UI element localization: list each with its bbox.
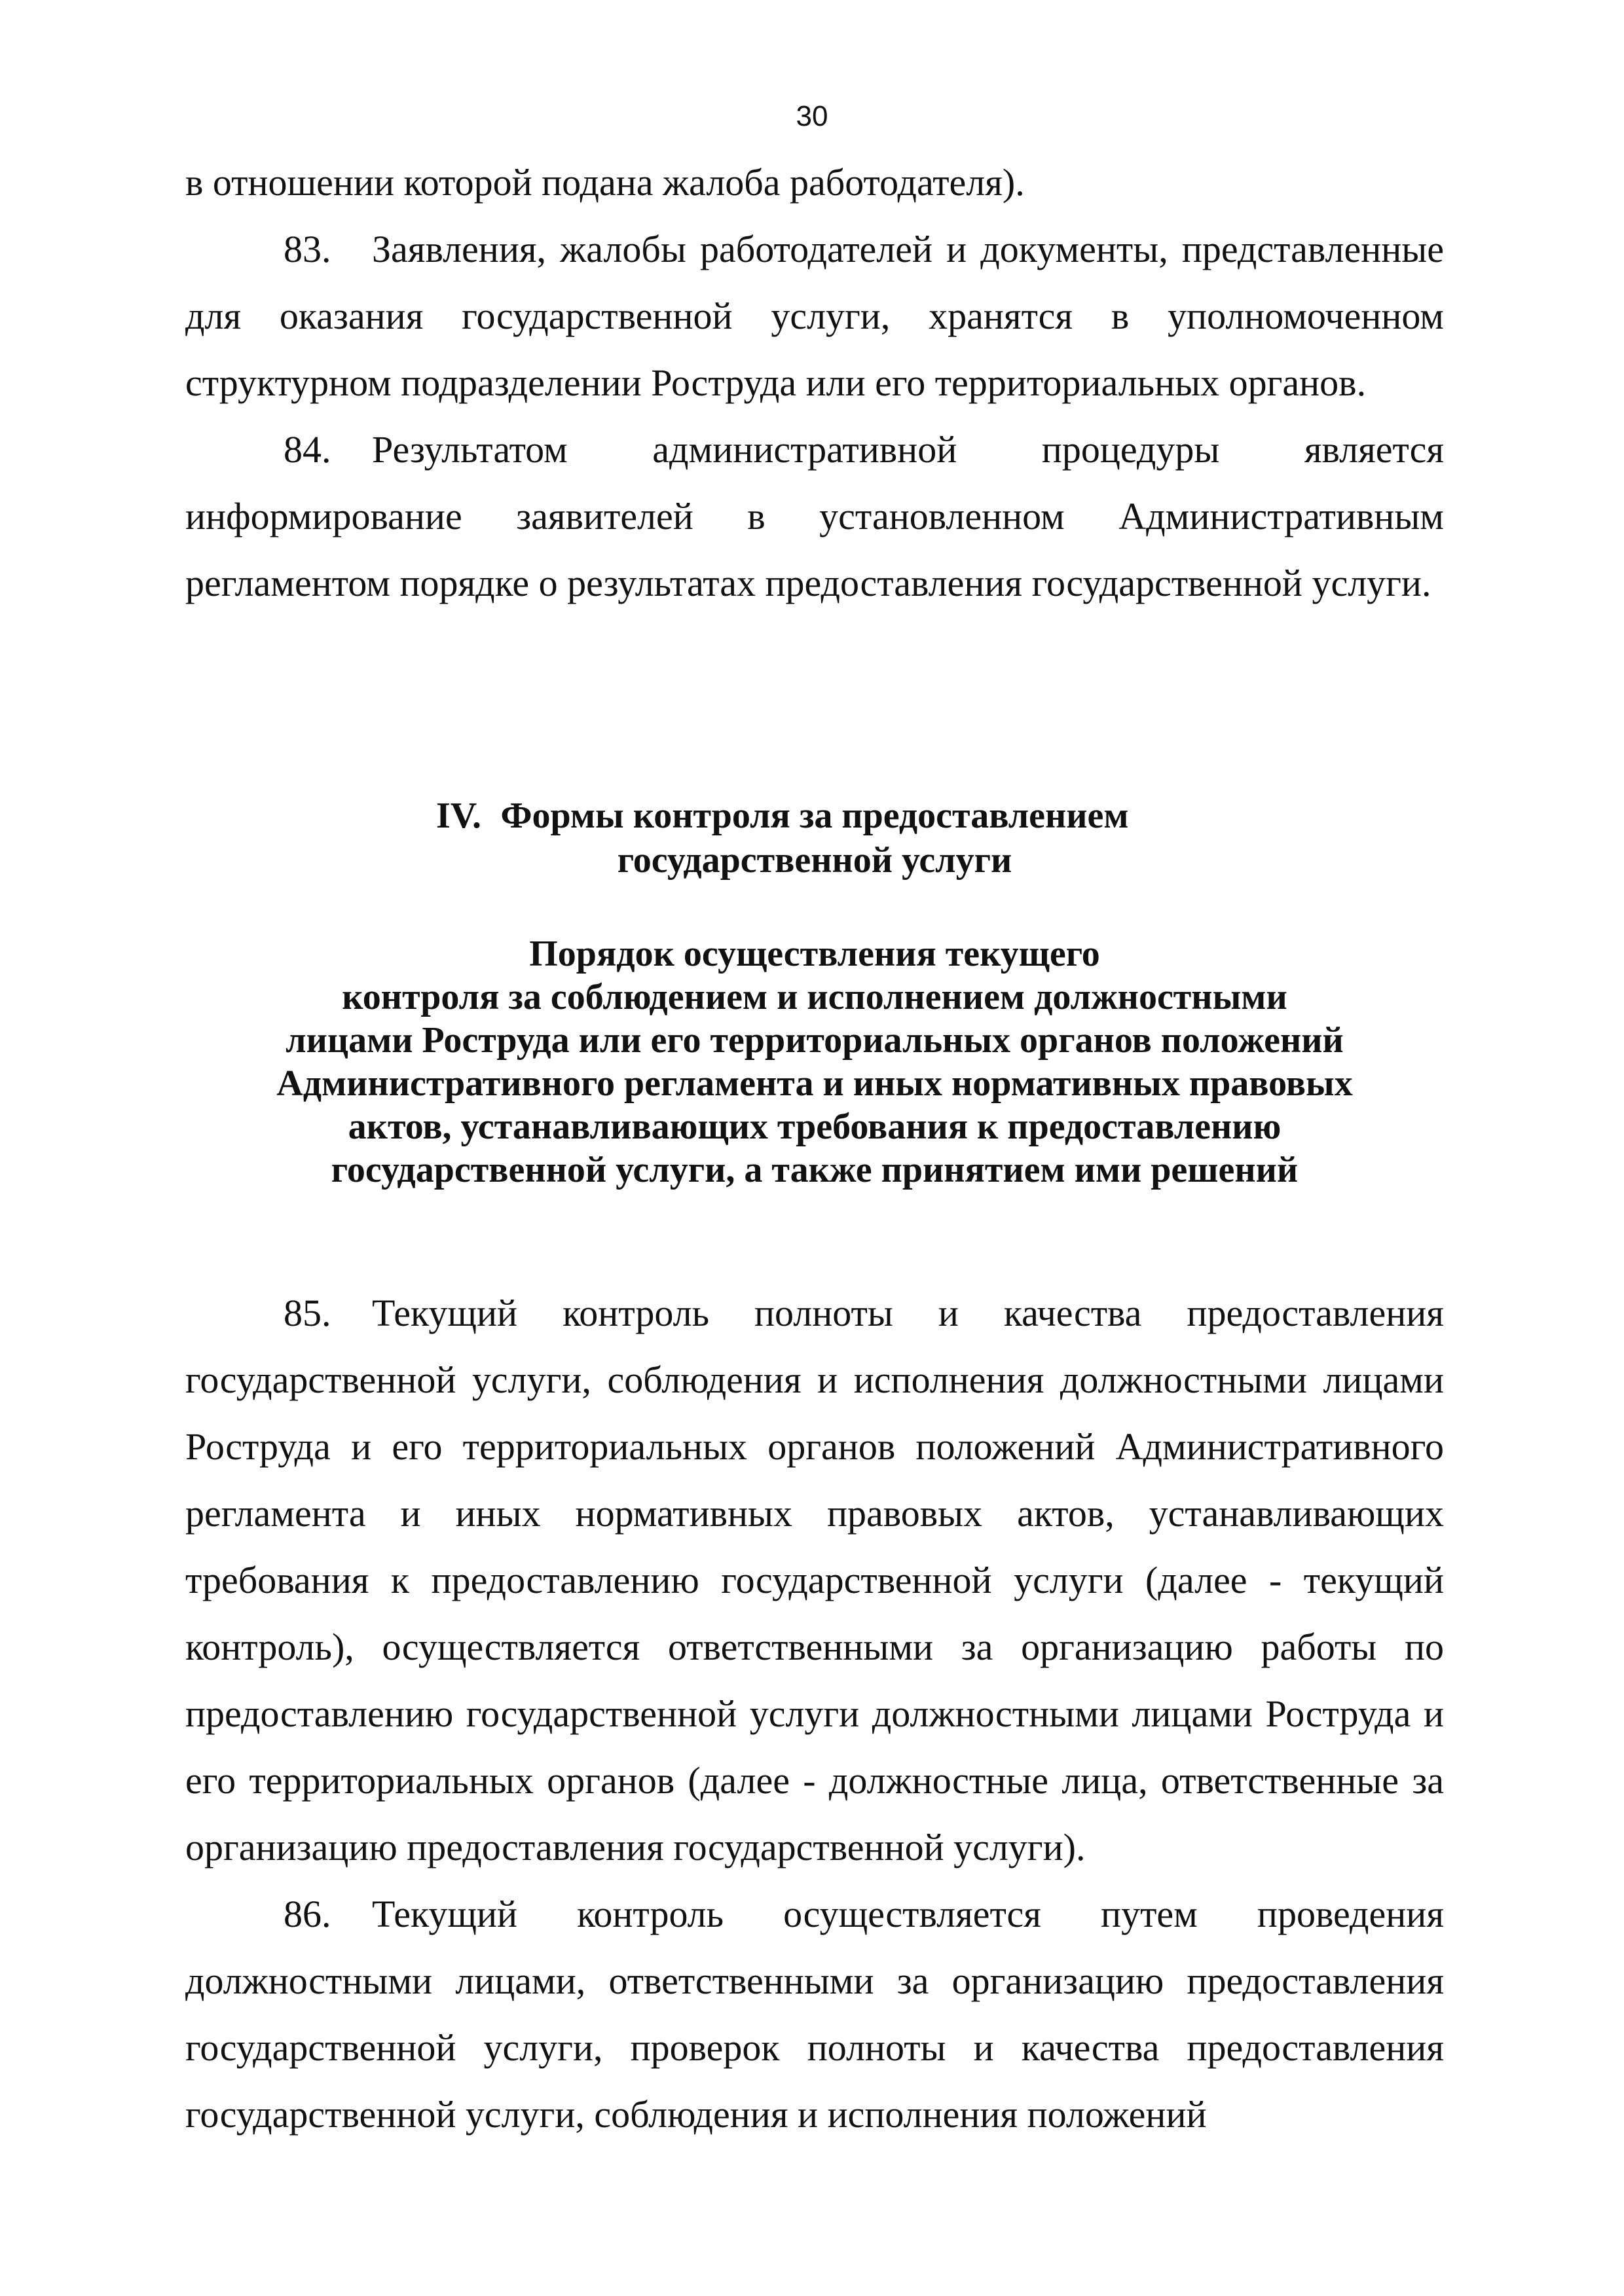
paragraph-number: 84. <box>284 428 331 471</box>
paragraph-84 <box>185 416 1444 617</box>
paragraph-number: 85. <box>284 1292 331 1334</box>
text-block-top <box>185 149 1444 617</box>
paragraph-number: 83. <box>284 228 331 270</box>
section-title-line: государственной услуги <box>617 840 1012 881</box>
paragraph-text: Заявления, жалобы работодателей и документы, представленные для оказания государственной услуги, хранятся в уполномоченном структурном подразделении Роструда или его территориальных органов. <box>185 228 1444 404</box>
subheading-line: Порядок осуществления текущего <box>529 934 1100 974</box>
page-number: 30 <box>796 100 828 132</box>
subheading-line: актов, устанавливающих требования к предоставлению <box>348 1106 1282 1147</box>
paragraph-text: Текущий контроль осуществляется путем проведения должностными лицами, ответственными за организацию предоставления государственной услуги, проверок полноты и качества предоставления государственной услуги, соблюдения и исполнения положений <box>185 1893 1444 2136</box>
subheading-line: Административного регламента и иных нормативных правовых <box>276 1063 1353 1104</box>
paragraph-83 <box>185 216 1444 416</box>
section-title <box>185 793 1444 883</box>
paragraph-86 <box>185 1881 1444 2148</box>
text-block-bottom <box>185 1280 1444 2148</box>
subheading-line: лицами Роструда или его территориальных органов положений <box>286 1020 1344 1061</box>
subheading-line: государственной услуги, а также принятием ими решений <box>331 1150 1299 1190</box>
section-number: IV. <box>436 795 482 836</box>
paragraph-text: Результатом административной процедуры является информирование заявителей в установленном Административным регламентом порядке о результатах предоставления государственной услуги. <box>185 428 1444 604</box>
section-title-line: Формы контроля за предоставлением <box>500 795 1129 836</box>
paragraph-text: Текущий контроль полноты и качества предоставления государственной услуги, соблюдения и исполнения должностными лицами Роструда и его территориальных органов положений Административного регламента и иных нормативных правовых актов, устанавливающих требования к предоставлению государственной услуги (далее - текущий контроль), осуществляется ответственными за организацию работы по предоставлению государственной услуги должностными лицами Роструда и его территориальных органов (далее - должностные лица, ответственные за организацию предоставления государственной услуги). <box>185 1292 1444 1868</box>
paragraph-number: 86. <box>284 1893 331 1935</box>
continuation-paragraph: в отношении которой подана жалоба работодателя). <box>185 161 1025 204</box>
subsection-heading <box>185 932 1444 1192</box>
subheading-line: контроля за соблюдением и исполнением должностными <box>342 977 1287 1017</box>
paragraph-85 <box>185 1280 1444 1881</box>
